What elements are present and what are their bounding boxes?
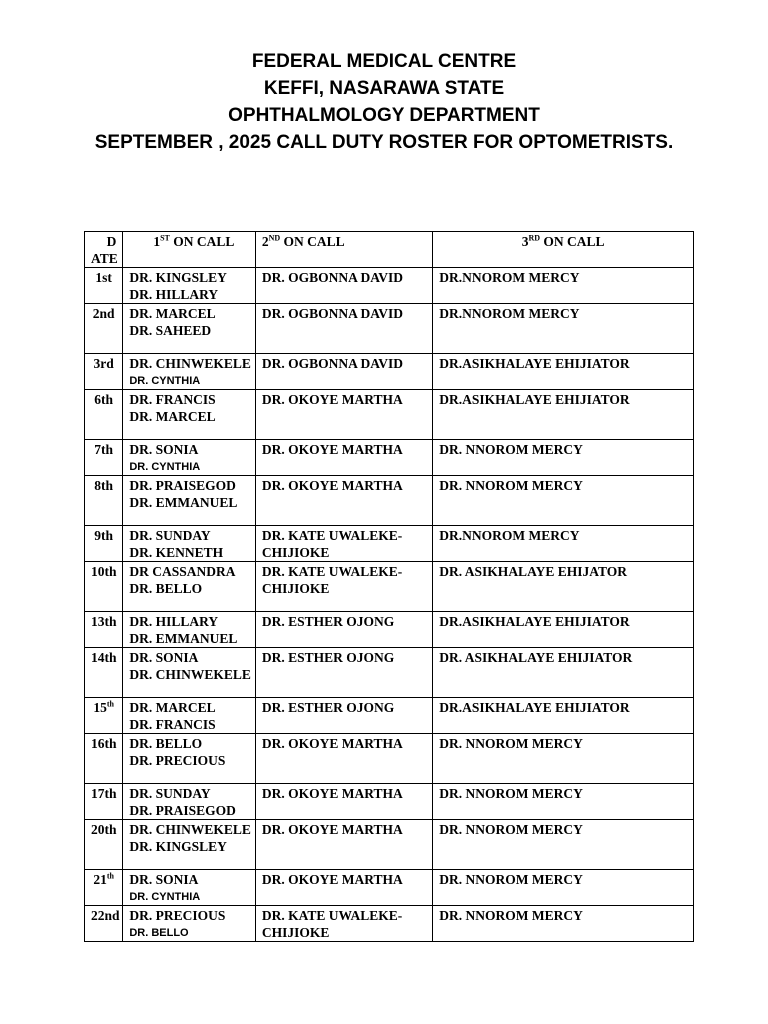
- third-on-call-cell: [433, 390, 694, 440]
- staff-name: DR. KATE UWALEKE-: [261, 908, 403, 923]
- hospital-location: KEFFI, NASARAWA STATE: [263, 78, 505, 99]
- third-on-call-cell: [433, 648, 694, 698]
- first-on-call-cell: [123, 390, 256, 440]
- third-on-call-cell: [433, 440, 694, 476]
- second-on-call-cell: [255, 354, 432, 390]
- third-on-call-cell: [433, 698, 694, 734]
- staff-name: CHIJIOKE: [261, 924, 330, 940]
- staff-name: DR. OKOYE MARTHA: [261, 478, 403, 493]
- staff-name: DR. NNOROM MERCY: [439, 872, 583, 887]
- duty-date: 7th: [85, 440, 123, 476]
- call-duty-roster-table: [84, 231, 694, 942]
- staff-name: DR. EMMANUEL: [129, 494, 238, 510]
- third-on-call-cell: [433, 906, 694, 942]
- staff-name: DR. NNOROM MERCY: [439, 822, 583, 837]
- staff-name: DR. OKOYE MARTHA: [261, 736, 403, 751]
- table-row: [85, 268, 694, 304]
- staff-name: DR. BELLO: [129, 736, 203, 751]
- staff-name: DR. HILLARY: [129, 286, 219, 302]
- staff-name: DR. CYNTHIA: [129, 460, 201, 473]
- duty-date: 6th: [85, 390, 123, 440]
- roster-title: SEPTEMBER , 2025 CALL DUTY ROSTER FOR OPTOMETRISTS.: [94, 132, 674, 153]
- staff-name: DR. ESTHER OJONG: [261, 614, 395, 629]
- staff-name: DR. PRAISEGOD: [129, 478, 236, 493]
- staff-name: DR. CYNTHIA: [129, 374, 201, 387]
- table-row: [85, 304, 694, 354]
- staff-name: DR. OGBONNA DAVID: [261, 306, 404, 321]
- staff-name: DR. BELLO: [129, 926, 189, 939]
- staff-name: DR. KATE UWALEKE-: [261, 564, 403, 579]
- staff-name: DR.NNOROM MERCY: [439, 306, 580, 321]
- staff-name: DR. ESTHER OJONG: [261, 650, 395, 665]
- table-row: [85, 476, 694, 526]
- staff-name: DR. MARCEL: [129, 408, 216, 424]
- first-on-call-header: 1ST ON CALL: [123, 232, 256, 268]
- staff-name: DR. FRANCIS: [129, 716, 216, 732]
- table-row: [85, 870, 694, 906]
- document-header: [0, 48, 768, 156]
- first-on-call-cell: [123, 268, 256, 304]
- first-on-call-cell: [123, 648, 256, 698]
- staff-name: DR. MARCEL: [129, 700, 216, 715]
- table-row: [85, 820, 694, 870]
- staff-name: CHIJIOKE: [261, 580, 330, 596]
- first-on-call-cell: [123, 698, 256, 734]
- second-on-call-header: 2ND ON CALL: [255, 232, 432, 268]
- second-on-call-cell: [255, 440, 432, 476]
- first-on-call-cell: [123, 440, 256, 476]
- staff-name: DR.ASIKHALAYE EHIJIATOR: [439, 356, 630, 371]
- table-row: [85, 526, 694, 562]
- third-on-call-cell: [433, 562, 694, 612]
- table-row: [85, 906, 694, 942]
- staff-name: DR. CHINWEKELE: [129, 356, 251, 371]
- staff-name: DR. OGBONNA DAVID: [261, 270, 404, 285]
- second-on-call-cell: [255, 870, 432, 906]
- second-on-call-cell: [255, 698, 432, 734]
- duty-date: 9th: [85, 526, 123, 562]
- staff-name: DR. KINGSLEY: [129, 270, 227, 285]
- staff-name: DR. KATE UWALEKE-: [261, 528, 403, 543]
- staff-name: DR. HILLARY: [129, 614, 219, 629]
- table-row: [85, 562, 694, 612]
- first-on-call-cell: [123, 354, 256, 390]
- staff-name: DR. CHINWEKELE: [129, 822, 251, 837]
- staff-name: DR. SONIA: [129, 872, 199, 887]
- second-on-call-cell: [255, 476, 432, 526]
- staff-name: DR. NNOROM MERCY: [439, 442, 583, 457]
- staff-name: DR. PRECIOUS: [129, 752, 226, 768]
- department-name: OPHTHALMOLOGY DEPARTMENT: [228, 105, 540, 126]
- first-on-call-cell: [123, 820, 256, 870]
- third-on-call-cell: [433, 304, 694, 354]
- third-on-call-cell: [433, 784, 694, 820]
- duty-date: 20th: [85, 820, 123, 870]
- staff-name: DR. ASIKHALAYE EHIJATOR: [439, 564, 627, 579]
- second-on-call-cell: [255, 734, 432, 784]
- staff-name: DR. NNOROM MERCY: [439, 736, 583, 751]
- staff-name: DR.NNOROM MERCY: [439, 270, 580, 285]
- table-row: [85, 698, 694, 734]
- first-on-call-cell: [123, 526, 256, 562]
- table-row: [85, 612, 694, 648]
- staff-name: DR. SUNDAY: [129, 528, 211, 543]
- second-on-call-cell: [255, 612, 432, 648]
- third-on-call-header: 3RD ON CALL: [433, 232, 694, 268]
- staff-name: DR.ASIKHALAYE EHIJIATOR: [439, 614, 630, 629]
- second-on-call-cell: [255, 268, 432, 304]
- table-row: [85, 390, 694, 440]
- staff-name: DR. SUNDAY: [129, 786, 211, 801]
- staff-name: DR CASSANDRA: [129, 564, 236, 579]
- date-column-header: D ATE: [85, 232, 123, 268]
- third-on-call-cell: [433, 612, 694, 648]
- duty-date: 16th: [85, 734, 123, 784]
- third-on-call-cell: [433, 354, 694, 390]
- staff-name: DR.ASIKHALAYE EHIJIATOR: [439, 700, 630, 715]
- third-on-call-cell: [433, 476, 694, 526]
- duty-date: 10th: [85, 562, 123, 612]
- roster-body: [85, 268, 694, 942]
- staff-name: DR. BELLO: [129, 580, 203, 596]
- staff-name: DR. OKOYE MARTHA: [261, 442, 403, 457]
- staff-name: DR. OGBONNA DAVID: [261, 356, 404, 371]
- staff-name: CHIJIOKE: [261, 544, 330, 560]
- first-on-call-cell: [123, 870, 256, 906]
- staff-name: DR. OKOYE MARTHA: [261, 392, 403, 407]
- staff-name: DR. PRECIOUS: [129, 908, 226, 923]
- table-row: [85, 354, 694, 390]
- first-on-call-cell: [123, 734, 256, 784]
- first-on-call-cell: [123, 906, 256, 942]
- hospital-name: FEDERAL MEDICAL CENTRE: [251, 51, 517, 72]
- duty-date: 21th: [85, 870, 123, 906]
- table-header-row: [85, 232, 694, 268]
- staff-name: DR. ASIKHALAYE EHIJIATOR: [439, 650, 633, 665]
- duty-date: 13th: [85, 612, 123, 648]
- staff-name: DR. SAHEED: [129, 322, 212, 338]
- duty-date: 2nd: [85, 304, 123, 354]
- staff-name: DR. KINGSLEY: [129, 838, 227, 854]
- staff-name: DR. NNOROM MERCY: [439, 908, 583, 923]
- duty-date: 17th: [85, 784, 123, 820]
- second-on-call-cell: [255, 526, 432, 562]
- third-on-call-cell: [433, 526, 694, 562]
- staff-name: DR. OKOYE MARTHA: [261, 822, 403, 837]
- table-row: [85, 784, 694, 820]
- second-on-call-cell: [255, 906, 432, 942]
- second-on-call-cell: [255, 648, 432, 698]
- staff-name: DR. SONIA: [129, 650, 199, 665]
- duty-date: 15th: [85, 698, 123, 734]
- first-on-call-cell: [123, 304, 256, 354]
- staff-name: DR. ESTHER OJONG: [261, 700, 395, 715]
- first-on-call-cell: [123, 784, 256, 820]
- second-on-call-cell: [255, 304, 432, 354]
- first-on-call-cell: [123, 612, 256, 648]
- first-on-call-cell: [123, 476, 256, 526]
- staff-name: DR. OKOYE MARTHA: [261, 872, 403, 887]
- duty-date: 8th: [85, 476, 123, 526]
- table-row: [85, 734, 694, 784]
- staff-name: DR.ASIKHALAYE EHIJIATOR: [439, 392, 630, 407]
- staff-name: DR. NNOROM MERCY: [439, 786, 583, 801]
- second-on-call-cell: [255, 390, 432, 440]
- staff-name: DR. NNOROM MERCY: [439, 478, 583, 493]
- staff-name: DR. MARCEL: [129, 306, 216, 321]
- staff-name: DR. KENNETH: [129, 544, 224, 560]
- staff-name: DR. CYNTHIA: [129, 890, 201, 903]
- third-on-call-cell: [433, 870, 694, 906]
- duty-date: 1st: [85, 268, 123, 304]
- first-on-call-cell: [123, 562, 256, 612]
- table-row: [85, 440, 694, 476]
- third-on-call-cell: [433, 734, 694, 784]
- duty-date: 14th: [85, 648, 123, 698]
- second-on-call-cell: [255, 820, 432, 870]
- staff-name: DR. PRAISEGOD: [129, 802, 236, 818]
- staff-name: DR.NNOROM MERCY: [439, 528, 580, 543]
- second-on-call-cell: [255, 784, 432, 820]
- duty-date: 3rd: [85, 354, 123, 390]
- third-on-call-cell: [433, 820, 694, 870]
- staff-name: DR. CHINWEKELE: [129, 666, 251, 682]
- staff-name: DR. SONIA: [129, 442, 199, 457]
- third-on-call-cell: [433, 268, 694, 304]
- table-row: [85, 648, 694, 698]
- second-on-call-cell: [255, 562, 432, 612]
- staff-name: DR. EMMANUEL: [129, 630, 238, 646]
- duty-date: 22nd: [85, 906, 123, 942]
- staff-name: DR. FRANCIS: [129, 392, 216, 407]
- staff-name: DR. OKOYE MARTHA: [261, 786, 403, 801]
